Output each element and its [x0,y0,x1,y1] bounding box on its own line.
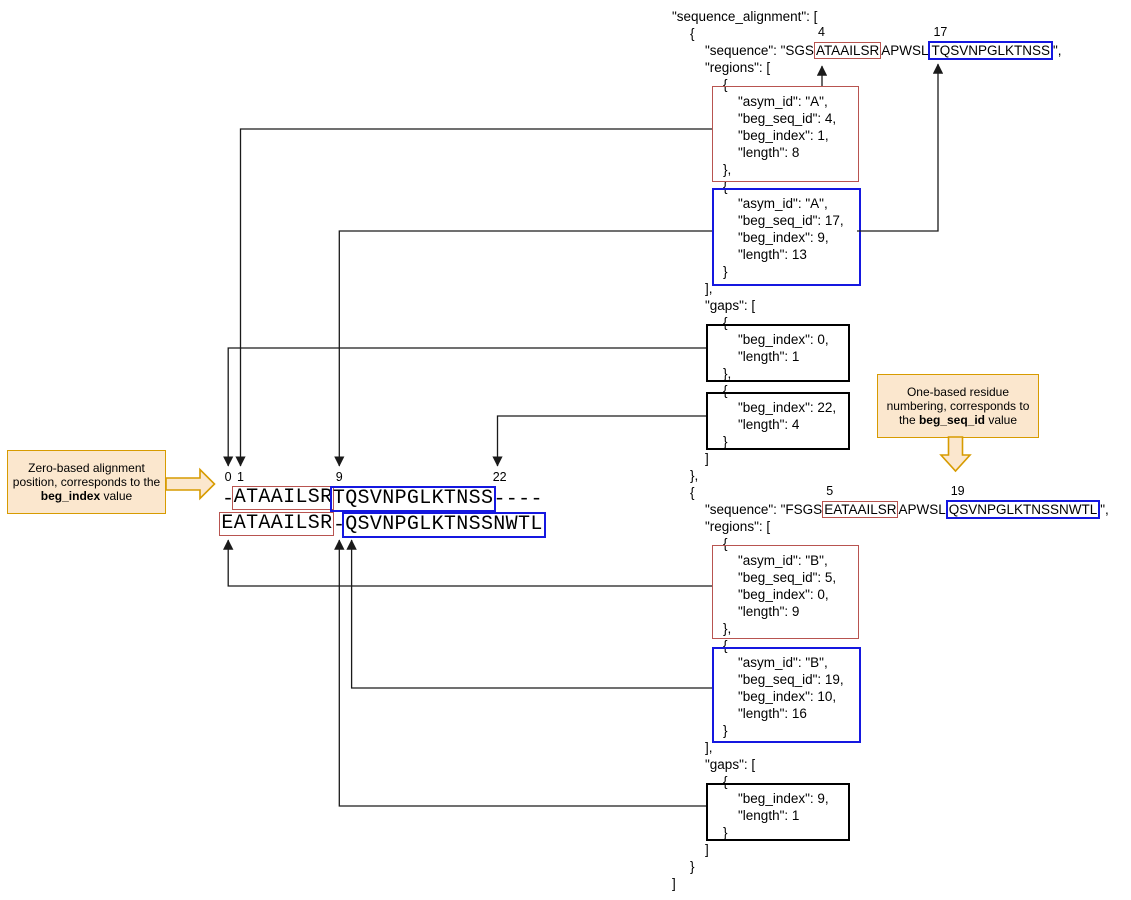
arrow-gap-a1-to-pos-0 [228,348,706,466]
alignment-gap-chars: ---- [493,488,543,511]
position-label: 0 [224,470,232,484]
arrow-region-b-blue-to-pos-10 [352,540,712,688]
alignment-region-red: ATAAILSR [233,486,333,510]
block-arrow-right-icon [166,470,215,499]
code-line: { [723,774,728,789]
code-line: }, [723,366,732,381]
code-line: { [723,536,728,551]
code-line: "asym_id": "B", [738,553,828,568]
code-line: "beg_index": 1, [738,128,829,143]
seq-id-marker: 4 [817,25,825,39]
json-code-listing [672,8,1109,892]
position-label: 9 [335,470,343,484]
code-line: ] [705,842,709,857]
arrow-gap-b-to-pos-9 [339,540,706,806]
alignment-gap-chars: - [222,488,235,511]
code-line: } [723,434,728,449]
code-line: "sequence": "SGS ATAAILSR 4 APWSL TQSVNPGLKTNSS 17 ", [705,25,1062,58]
code-line: "length": 13 [738,247,807,262]
code-line: }, [690,468,699,483]
code-line: "beg_seq_id": 19, [738,672,844,687]
code-line: "beg_index": 9, [738,791,829,806]
code-line: "length": 1 [738,808,800,823]
code-line: "length": 4 [738,417,800,432]
code-line: } [723,723,728,738]
code-line: "sequence": "FSGS EATAAILSR 5 APWSL QSVNPGLKTNSSNWTL 19 ", [705,484,1109,517]
code-line: "regions": [ [705,60,771,75]
code-line: "asym_id": "B", [738,655,828,670]
seq-id-marker: 17 [933,25,948,39]
sequence-highlight-blue: QSVNPGLKTNSSNWTL 19 [946,500,1101,519]
code-line: "sequence_alignment": [ [672,9,818,24]
code-line: { [723,77,728,92]
code-line: }, [723,162,732,177]
callout-line: position, corresponds to the [12,475,161,489]
code-line: ] [705,451,709,466]
code-line: "length": 9 [738,604,800,619]
sequence-highlight-red: ATAAILSR 4 [815,25,880,58]
position-label: 1 [237,470,244,484]
code-line: { [723,638,728,653]
code-line: ], [705,281,713,296]
alignment-region-blue: QSVNPGLKTNSSNWTL [342,512,545,538]
code-line: "beg_index": 0, [738,587,829,602]
callout-beg-seq-id [877,374,1039,438]
callout-line: One-based residue [906,385,1010,399]
code-line: "asym_id": "A", [738,94,828,109]
code-line: "length": 16 [738,706,807,721]
arrow-region-a-red-to-pos-1 [241,129,713,466]
code-line: { [723,315,728,330]
code-line: }, [723,621,732,636]
callout-line: Zero-based alignment [28,461,145,475]
seq-id-marker: 5 [826,484,834,498]
callout-beg-index [7,450,166,514]
code-line: } [690,859,695,874]
arrow-region-a-blue-to-pos-9 [339,231,712,466]
code-line: { [723,179,728,194]
code-line: ] [672,876,676,891]
code-line: "length": 1 [738,349,800,364]
code-line: { [690,26,695,41]
code-line: "length": 8 [738,145,800,160]
sequence-highlight-red: EATAAILSR 5 [824,484,897,517]
callout-line: numbering, corresponds to [886,399,1030,413]
code-line: "beg_index": 9, [738,230,829,245]
code-line: "beg_index": 0, [738,332,829,347]
code-line: "asym_id": "A", [738,196,828,211]
code-line: "beg_seq_id": 5, [738,570,837,585]
code-line: { [690,485,695,500]
code-line: { [723,383,728,398]
code-line: "gaps": [ [705,298,756,313]
position-label: 22 [492,470,507,484]
code-line: "regions": [ [705,519,771,534]
code-line: } [723,825,728,840]
seq-id-marker: 19 [950,484,965,498]
callout-line: beg_index value [40,489,133,503]
sequence-highlight-blue: TQSVNPGLKTNSS 17 [928,41,1053,60]
alignment-region-blue: TQSVNPGLKTNSS [330,486,496,512]
code-line: ], [705,740,713,755]
code-line: "beg_index": 10, [738,689,837,704]
alignment-region-red: EATAAILSR [221,512,333,536]
callout-line: the beg_seq_id value [898,413,1018,427]
arrow-region-b-red-to-pos-0 [228,540,712,586]
code-line: } [723,264,728,279]
alignment-gap-chars: - [333,514,346,537]
code-line: "beg_index": 22, [738,400,837,415]
code-line: "beg_seq_id": 17, [738,213,844,228]
code-line: "beg_seq_id": 4, [738,111,837,126]
code-line: "gaps": [ [705,757,756,772]
